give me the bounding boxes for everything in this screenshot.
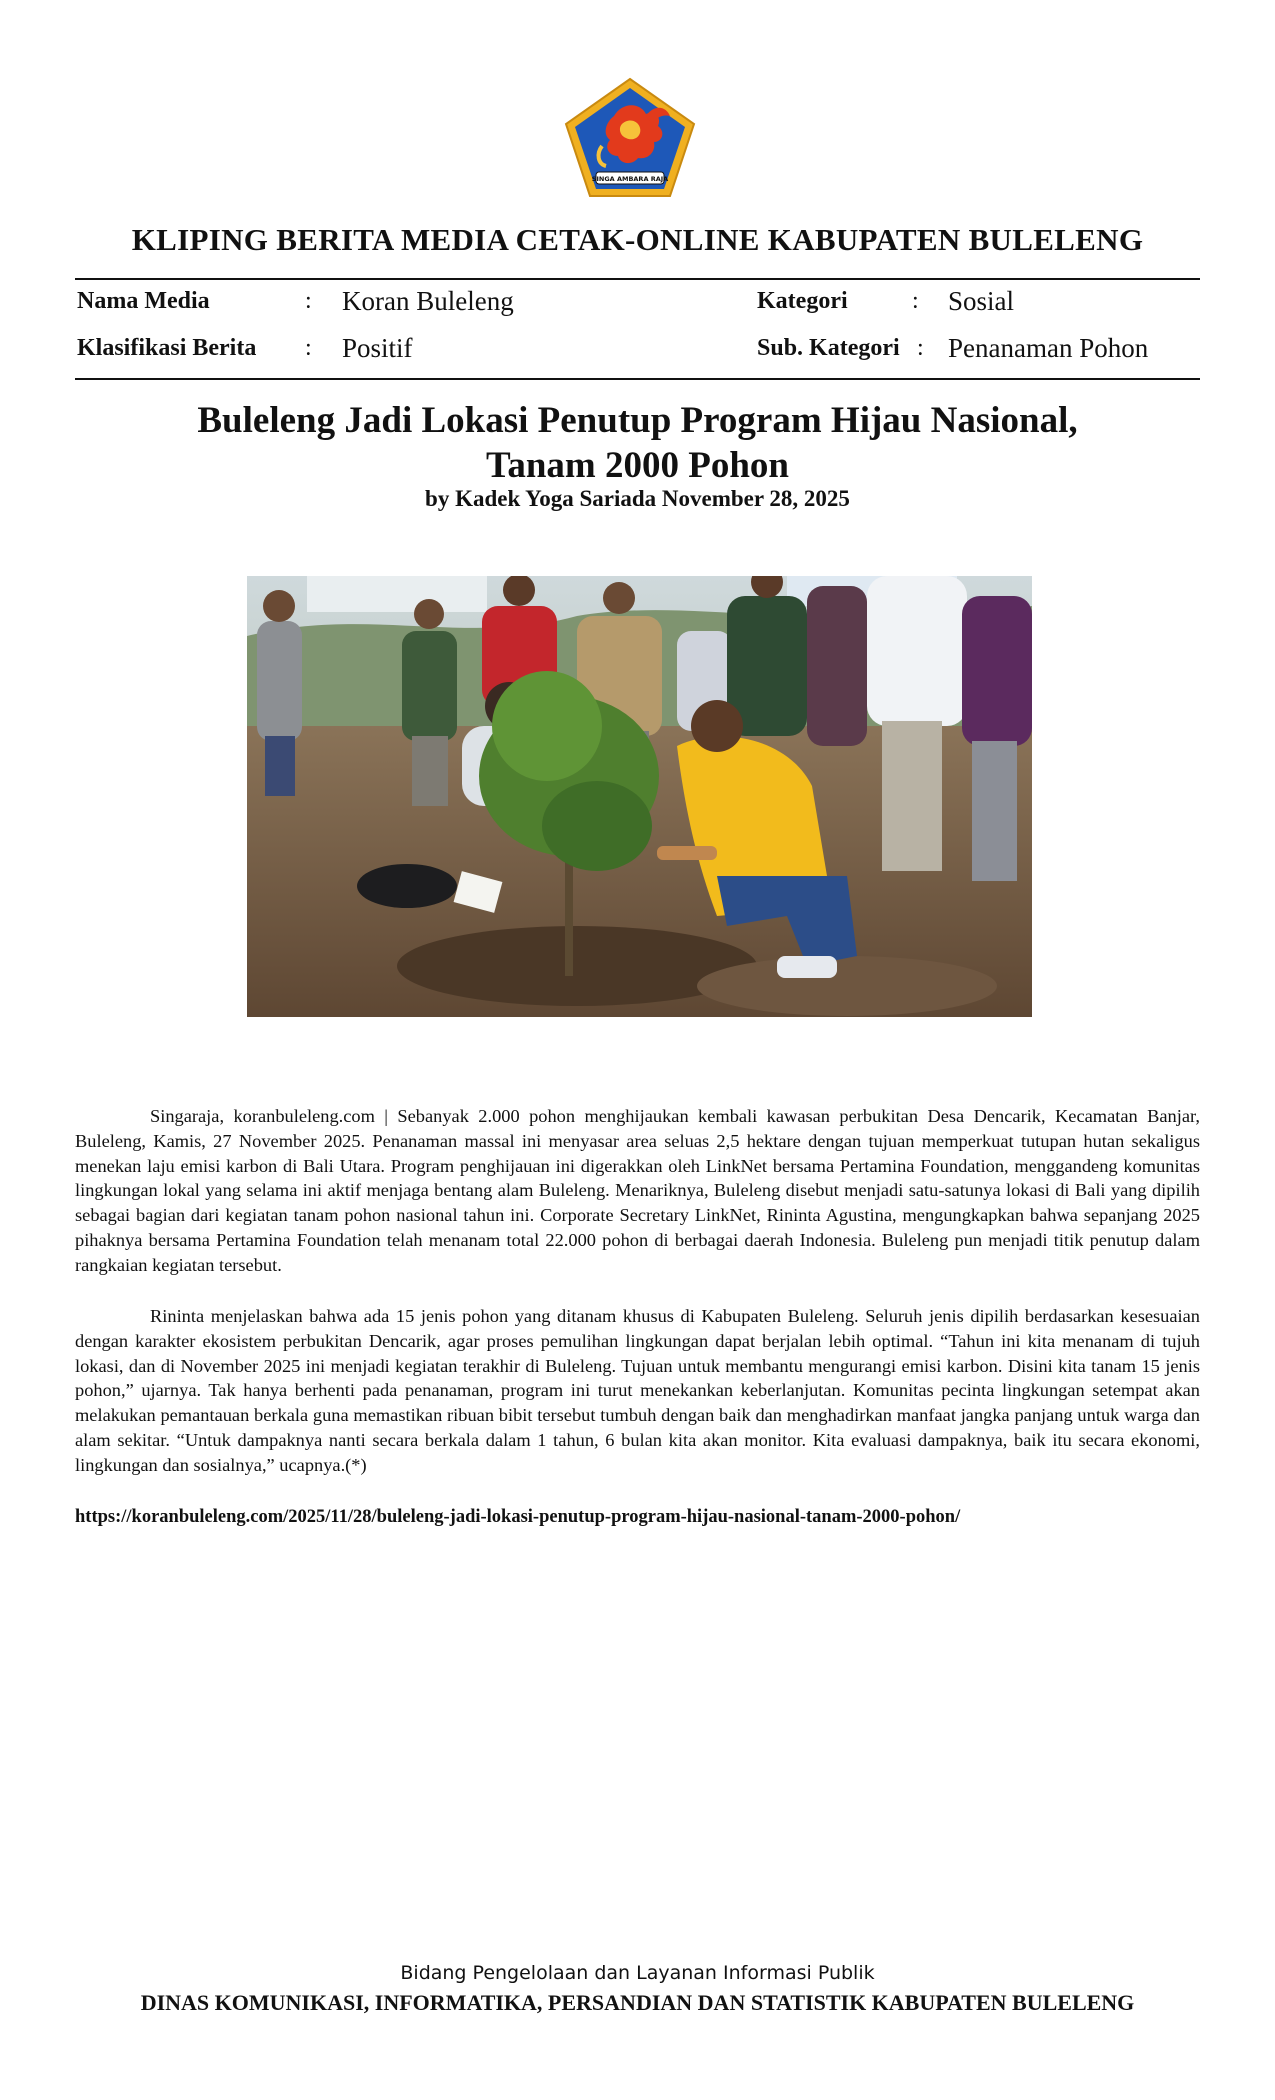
subcategory-colon: :: [917, 335, 924, 361]
footer-department: Bidang Pengelolaan dan Layanan Informasi Publik: [400, 1962, 875, 1984]
media-name-colon: :: [305, 288, 312, 314]
article-byline: by Kadek Yoga Sariada November 28, 2025: [425, 486, 850, 511]
header-top-divider: [75, 278, 1200, 280]
article-title-line-1: Buleleng Jadi Lokasi Penutup Program Hijau Nasional,: [197, 400, 1078, 441]
category-value: Sosial: [948, 286, 1015, 316]
article-paragraph-1-text: Singaraja, koranbuleleng.com | Sebanyak 2.000 pohon menghijaukan kembali kawasan perbukitan Desa Dencarik, Kecamatan Banjar, Buleleng, Kamis, 27 November 2025. Penanaman massal ini menyasar area seluas 2,5 hektare dengan tujuan memperkuat tutupan hutan sekaligus menekan laju emisi karbon di Bali Utara. Program penghijauan ini digerakkan oleh LinkNet bersama Pertamina Foundation, menggandeng komunitas lingkungan lokal yang selama ini aktif menjaga bentang alam Buleleng. Menariknya, Buleleng disebut menjadi satu-satunya lokasi di Bali yang dipilih sebagai bagian dari kegiatan tanam pohon nasional tahun ini. Corporate Secretary LinkNet, Rininta Agustina, mengungkapkan bahwa sepanjang 2025 pihaknya bersama Pertamina Foundation telah menanam total 22.000 pohon di berbagai daerah Indonesia. Buleleng pun menjadi titik penutup dalam rangkaian kegiatan tersebut.: [75, 1106, 1200, 1275]
footer-agency: DINAS KOMUNIKASI, INFORMATIKA, PERSANDIAN DAN STATISTIK KABUPATEN BULELENG: [140, 1990, 1135, 2015]
article-paragraph-1: [75, 1104, 1200, 1278]
buleleng-emblem-logo: [562, 76, 698, 200]
media-name-value: Koran Buleleng: [342, 286, 514, 316]
source-url-link[interactable]: https://koranbuleleng.com/2025/11/28/buleleng-jadi-lokasi-penutup-program-hijau-nasional-tanam-2000-pohon/: [75, 1507, 961, 1527]
news-classification-value: Positif: [342, 333, 413, 363]
news-classification-label: Klasifikasi Berita: [77, 335, 257, 361]
subcategory-value: Penanaman Pohon: [948, 333, 1149, 363]
article-paragraph-2: [75, 1304, 1200, 1478]
logo-motto: SINGA AMBARA RAJA: [591, 175, 669, 183]
article-title-line-2: Tanam 2000 Pohon: [486, 445, 789, 486]
news-classification-colon: :: [305, 335, 312, 361]
media-name-label: Nama Media: [77, 288, 210, 314]
header-bottom-divider: [75, 378, 1200, 380]
category-colon: :: [912, 288, 919, 314]
article-title: [75, 398, 1200, 488]
article-paragraph-2-text: Rininta menjelaskan bahwa ada 15 jenis pohon yang ditanam khusus di Kabupaten Buleleng. Seluruh jenis dipilih berdasarkan kesesuaian dengan karakter ekosistem perbukitan Dencarik, agar proses pemulihan lingkungan dapat berjalan lebih optimal. “Tahun ini kita menanam di tujuh lokasi, dan di November 2025 ini menjadi kegiatan terakhir di Buleleng. Tujuan untuk membantu mengurangi emisi karbon. Disini kita tanam 15 jenis pohon,” ujarnya. Tak hanya berhenti pada penanaman, program ini turut menekankan keberlanjutan. Komunitas pecinta lingkungan setempat akan melakukan pemantauan berkala guna memastikan ribuan bibit tersebut tumbuh dengan baik dan menghadirkan manfaat jangka panjang untuk warga dan alam sekitar. “Untuk dampaknya nanti secara berkala dalam 1 tahun, 6 bulan kita akan monitor. Kita evaluasi dampaknya, baik itu secara ekonomi, lingkungan dan sosialnya,” ucapnya.(*): [75, 1306, 1200, 1475]
news-photo: [247, 576, 1032, 1017]
clipping-header-title: KLIPING BERITA MEDIA CETAK-ONLINE KABUPATEN BULELENG: [131, 222, 1144, 257]
category-label: Kategori: [757, 288, 848, 314]
subcategory-label: Sub. Kategori: [757, 335, 900, 361]
